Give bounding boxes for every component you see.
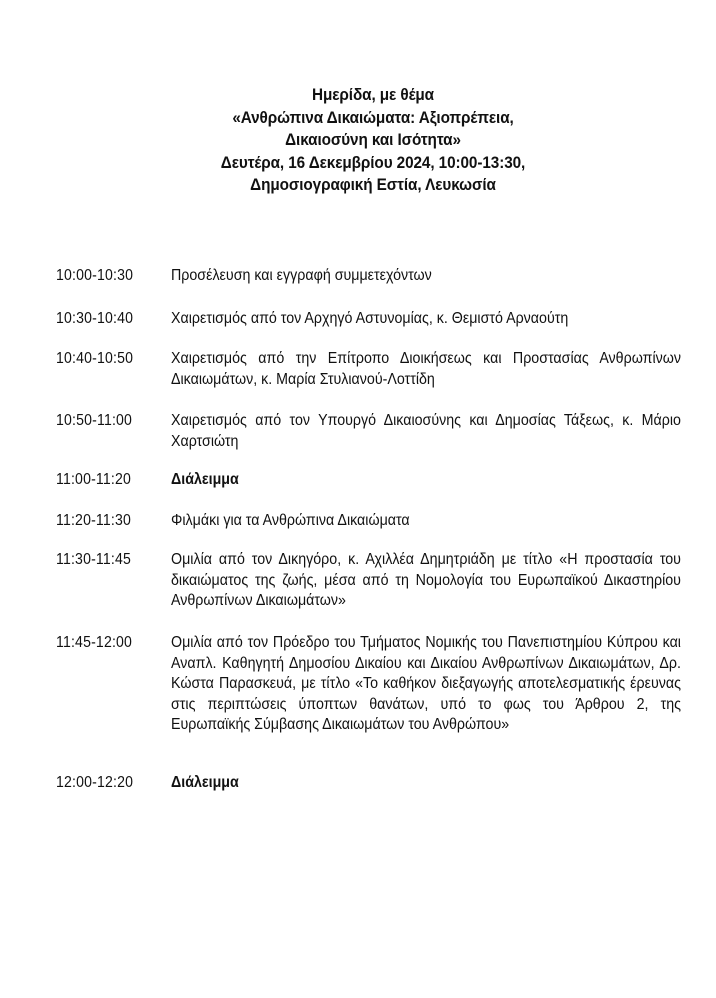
schedule-time: 10:40-10:50 <box>56 350 134 367</box>
schedule-break-label: Διάλειμμα <box>171 774 239 791</box>
schedule-description: Ομιλία από τον Πρόεδρο του Τμήματος Νομικής του Πανεπιστημίου Κύπρου και Αναπλ. Καθηγητή Δημοσίου Δικαίου και Δικαίου Ανθρωπίνων Δικαιωμάτων, Δρ. Κώστα Παρασκευά, με τίτλο «Το καθήκον διεξαγωγής αποτελεσματικής έρευνας στις περιπτώσεις ύποπτων θανάτων, υπό το φως του Άρθρου 2, της Ευρωπαϊκής Σύμβασης Δικαιωμάτων του Ανθρώπου» <box>171 634 681 733</box>
schedule-description: Χαιρετισμός από τον Υπουργό Δικαιοσύνης και Δημοσίας Τάξεως, κ. Μάριο Χαρτσιώτη <box>171 412 681 450</box>
schedule-time: 10:00-10:30 <box>56 267 134 284</box>
schedule-time: 11:45-12:00 <box>56 634 133 651</box>
schedule-description: Ομιλία από τον Δικηγόρο, κ. Αχιλλέα Δημητριάδη με τίτλο «Η προστασία του δικαιώματος της ζωής, μέσα από τη Νομολογία του Ευρωπαϊκού Δικαστηρίου Ανθρωπίνων Δικαιωμάτων» <box>171 551 681 609</box>
event-theme-line-2: Δικαιοσύνη και Ισότητα» <box>285 130 461 149</box>
event-date-time: Δευτέρα, 16 Δεκεμβρίου 2024, 10:00-13:30, <box>220 152 526 172</box>
schedule-description: Χαιρετισμός από την Επίτροπο Διοικήσεως και Προστασίας Ανθρωπίνων Δικαιωμάτων, κ. Μαρία Στυλιανού-Λοττίδη <box>171 350 681 388</box>
event-theme-line-1: «Ανθρώπινα Δικαιώματα: Αξιοπρέπεια, <box>232 107 514 127</box>
schedule-time: 11:00-11:20 <box>56 471 132 488</box>
event-venue: Δημοσιογραφική Εστία, Λευκωσία <box>250 175 496 194</box>
schedule-time: 10:50-11:00 <box>56 412 133 429</box>
schedule-description: Χαιρετισμός από τον Αρχηγό Αστυνομίας, κ. Θεμιστό Αρναούτη <box>171 310 569 327</box>
schedule-break-label: Διάλειμμα <box>171 471 239 488</box>
schedule-description: Φιλμάκι για τα Ανθρώπινα Δικαιώματα <box>171 512 410 529</box>
event-title: Ημερίδα, με θέμα <box>312 85 434 104</box>
schedule-time: 12:00-12:20 <box>56 774 134 791</box>
schedule-description: Προσέλευση και εγγραφή συμμετεχόντων <box>171 267 432 284</box>
schedule-time: 10:30-10:40 <box>56 310 134 327</box>
schedule-time: 11:30-11:45 <box>56 551 132 568</box>
schedule-time: 11:20-11:30 <box>56 512 132 529</box>
